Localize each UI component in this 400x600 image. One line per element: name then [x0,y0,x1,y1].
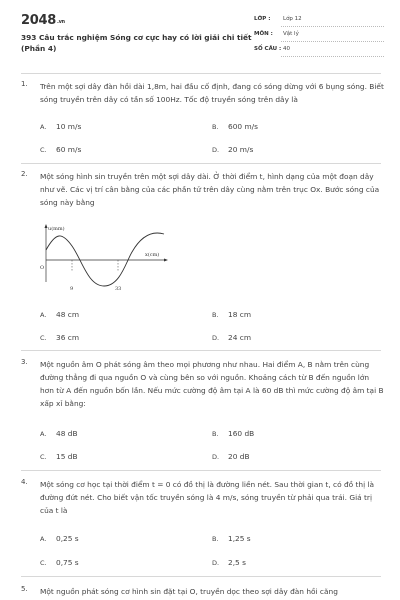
question-text: Một nguồn phát sóng cơ hình sin đặt tại O, truyền dọc theo sợi dây đàn hồi căng [40,587,338,596]
logo-text: 2048 [21,13,56,28]
wave-figure [38,222,168,294]
meta-class-label: LỚP : [254,16,271,22]
option-1d[interactable] [212,145,253,154]
option-1b[interactable] [212,122,258,131]
option-text: 20 dB [228,452,250,461]
site-logo[interactable] [21,13,65,28]
option-text: 2,5 s [228,558,246,567]
option-letter: A. [40,430,47,438]
meta-divider [281,56,384,57]
meta-count [254,43,384,57]
option-letter: B. [212,535,219,543]
option-text: 48 cm [56,310,80,319]
question-number: 2. [21,170,28,178]
option-letter: A. [40,535,47,543]
option-text: 1,25 s [228,534,251,543]
option-text: 600 m/s [228,122,258,131]
meta-subject-value: Vật lý [283,31,299,37]
question-text: Trên một sợi dây đàn hồi dài 1,8m, hai đầu cố định, đang có sóng dừng với 6 bụng sóng. Biết sóng truyền trên dây có tần số 100Hz. Tốc độ truyền sóng trên dây là [40,82,384,104]
option-text: 10 m/s [56,122,82,131]
meta-count-label: SỐ CÂU : [254,46,282,52]
option-letter: B. [212,430,219,438]
option-2c[interactable] [40,333,79,342]
origin-label: O [40,265,45,271]
tick-label-2: 33 [115,286,122,292]
option-letter: C. [40,334,47,342]
question-divider [21,350,381,351]
meta-subject-label: MÔN : [254,31,273,37]
meta-class-value: Lớp 12 [283,16,302,22]
option-letter: D. [212,146,220,154]
option-text: 0,25 s [56,534,79,543]
meta-subject [254,28,384,42]
question-number: 3. [21,358,28,366]
option-3b[interactable] [212,429,254,438]
question-text: Một nguồn âm O phát sóng âm theo mọi phương như nhau. Hai điểm A, B nằm trên cùng đường thẳng đi qua nguồn O và cùng bên so với nguồn. Khoảng cách từ B đến nguồn lớn hơn từ A đến nguồn bốn lần. Nếu mức cường độ âm tại A là 60 dB thì mức cường độ âm tại B xấp xỉ bằng: [40,360,384,408]
option-4d[interactable] [212,558,246,567]
document-title: 393 Câu trắc nghiệm Sóng cơ cực hay có lời giải chi tiết (Phần 4) [21,33,252,53]
x-axis-arrow [164,259,168,262]
option-letter: D. [212,559,220,567]
option-2d[interactable] [212,333,251,342]
option-letter: B. [212,123,219,131]
meta-class [254,13,384,27]
option-letter: B. [212,311,219,319]
option-3a[interactable] [40,429,78,438]
option-2b[interactable] [212,310,251,319]
option-3c[interactable] [40,452,78,461]
option-letter: C. [40,559,47,567]
option-letter: C. [40,453,47,461]
question-number: 4. [21,478,28,486]
option-text: 48 dB [56,429,78,438]
option-1a[interactable] [40,122,81,131]
question-divider [21,470,381,471]
option-text: 15 dB [56,452,78,461]
question-text: Một sóng cơ học tại thời điểm t = 0 có đồ thị là đường liền nét. Sau thời gian t, có đồ thị là đường đứt nét. Cho biết vận tốc truyền sóng là 4 m/s, sóng truyền từ phải qua trái. Giá trị của t là [40,480,375,515]
option-4a[interactable] [40,534,79,543]
option-3d[interactable] [212,452,250,461]
option-letter: D. [212,334,220,342]
option-1c[interactable] [40,145,81,154]
option-2a[interactable] [40,310,79,319]
option-text: 20 m/s [228,145,254,154]
option-text: 36 cm [56,333,80,342]
question-divider [21,576,381,577]
option-letter: D. [212,453,220,461]
option-text: 60 m/s [56,145,82,154]
y-axis-label: u(mm) [48,226,65,232]
question-number: 1. [21,80,28,88]
option-text: 0,75 s [56,558,79,567]
meta-divider [281,41,384,42]
x-axis-label: x(cm) [145,252,160,258]
wave-curve [46,233,164,286]
question-divider [21,163,381,164]
option-letter: A. [40,311,47,319]
question-text: Một sóng hình sin truyền trên một sợi dây dài. Ở thời điểm t, hình dạng của một đoạn dây như vẽ. Các vị trí cân bằng của các phần tử trên dây cùng nằm trên trục Ox. Bước sóng của sóng này bằng [40,172,380,207]
meta-divider [281,26,384,27]
option-text: 160 dB [228,429,255,438]
option-text: 24 cm [228,333,252,342]
question-number: 5. [21,585,28,593]
option-4b[interactable] [212,534,251,543]
meta-count-value: 40 [283,46,290,52]
tick-label-1: 9 [70,286,74,292]
logo-suffix: .vn [56,19,65,25]
option-letter: C. [40,146,47,154]
page-header [0,0,400,72]
header-divider [21,73,381,74]
option-text: 18 cm [228,310,252,319]
option-letter: A. [40,123,47,131]
option-4c[interactable] [40,558,79,567]
